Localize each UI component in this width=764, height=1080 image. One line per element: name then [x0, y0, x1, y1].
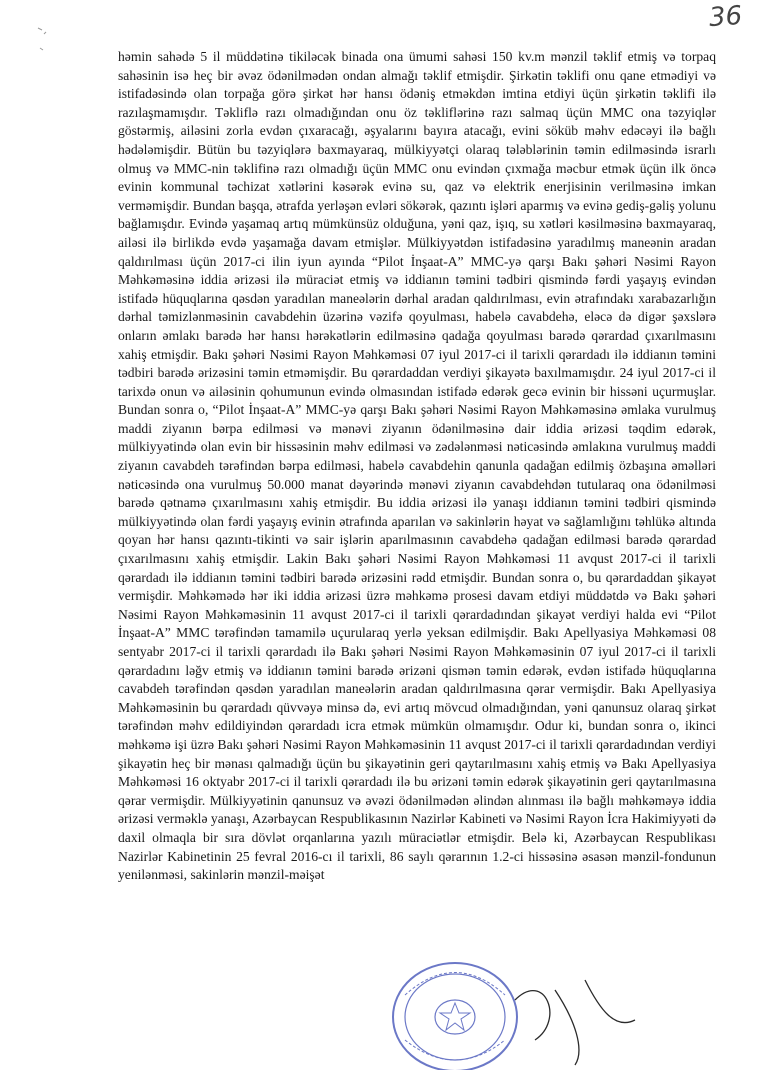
margin-marks — [34, 20, 54, 60]
body-paragraph: həmin sahədə 5 il müddətinə tikiləcək binada ona ümumi sahəsi 150 kv.m mənzil təklif etmiş və torpaq sahəsinin isə heç bir əvəz ödənilmədən ondan almağı təklif etmişdir. Şirkətin təklifi onu qane etmədiyi və istifadəsində olan torpağa görə şirkət hər hansı ödəniş etməkdən imtina etdiyi üçün şirkətin təklifi ilə razılaşmamışdır. Təkliflə razı olmadığından onu öz təkliflərinə razı salmaq üçün MMC ona təzyiqlər göstərmiş, ailəsini zorla evdən çıxaracağı, əşyalarını bayıra atacağı, evini söküb məhv edəcəyi ilə bağlı hədələmişdir. Bütün bu təzyiqlərə baxmayaraq, mülkiyyətçi olaraq tələblərinin təmin edilməsində israrlı olmuş və MMC-nin təklifinə razı olmadığı üçün MMC onu evindən çıxmağa məcbur etmək üçün ilk öncə evinin kommunal təchizat xətlərini kəsərək evinə su, qaz və elektrik enerjisinin verilməsinə imkan verməmişdir. Bundan başqa, ətrafda yerləşən evləri sökərək, qazıntı işləri aparmış və evinə gediş-gəliş yolunu bağlamışdır. Evində yaşamaq artıq mümkünsüz olduğuna, yəni qaz, işıq, su xətləri kəsilməsinə baxmayaraq, ailəsi ilə birlikdə evdə yaşamağa davam etmişlər. Mülkiyyətdən istifadəsinə yaradılmış maneənin aradan qaldırılması üçün 2017-ci ilin iyun ayında “Pilot İnşaat-A” MMC-yə qarşı Bakı şəhəri Nəsimi Rayon Məhkəməsinə iddia ərizəsi ilə müraciət etmiş və iddianın təmini tədbiri qismində fərdi yaşayış evindən istifadə hüquqlarına qəsdən yaradılan maneələrin dərhal aradan qaldırılması, evin ətrafındakı xarabazarlığın dərhal təmizlənməsinin cavabdehin üzərinə vəzifə qoyulması, habelə cavabdehə, eləcə də digər şəxslərə onların əmlakı barədə hər hansı hərəkətlərin edilməsinə qadağa qoyulması barədə qərardad çıxarılmasını xahiş etmişdir. Bakı şəhəri Nəsimi Rayon Məhkəməsi 07 iyul 2017-ci il tarixli qərardadı ilə iddianın təmini tədbiri barədə ərizəsini təmin etməmişdir. Bu qərardaddan verdiyi şikayətə baxılmamışdır. 24 iyul 2017-ci il tarixdə onun və ailəsinin qohumunun evində olmasından istifadə edərək gecə evinin bir hissəni uçurmuşlar. Bundan sonra o, “Pilot İnşaat-A” MMC-yə qarşı Bakı şəhəri Nəsimi Rayon Məhkəməsinə əmlaka vurulmuş maddi ziyanın bərpa edilməsi və mənəvi ziyanın ödənilməsinə dair iddia ərizəsi təqdim edərək, mülkiyyətində olan evin bir hissəsinin məhv edilməsi və zədələnməsi nəticəsində əmlakına vurulmuş maddi ziyanın cavabdeh tərəfindən bərpa edilməsi, habelə cavabdehin qanunla qadağan edilmiş özbaşına əməlləri nəticəsində ona vurulmuş 50.000 manat dəyərində mənəvi ziyanın cavabdehdən tutularaq ona ödənilməsi barədə qətnamə çıxarılmasını xahiş etmişdir. Bu iddia ərizəsi ilə yanaşı iddianın təmini tədbiri qismində mülkiyyətində olan fərdi yaşayış evinin ətrafında aparılan və sakinlərin həyat və sağlamlığını təhlükə altında qoyan hər hansı qazıntı-tikinti və sair işlərin aparılmasının cavabdehə qadağan edilməsi barədə qərardad çıxarılmasını xahiş etmişdir. Lakin Bakı şəhəri Nəsimi Rayon Məhkəməsi 11 avqust 2017-ci il tarixli qərardadı ilə iddianın təmini tədbiri barədə ərizəsini rədd etmişdir. Bundan sonra o, bu qərardaddan şikayət vermişdir. Məhkəmədə hər iki iddia ərizəsi üzrə məhkəmə prosesi davam etdiyi müddətdə və Bakı şəhəri Nəsimi Rayon Məhkəməsinin 11 avqust 2017-ci il tarixli qərardadından şikayət verdiyi halda evi “Pilot İnşaat-A” MMC tərəfindən tamamilə uçurularaq yerlə yeksan edilmişdir. Bakı Apellyasiya Məhkəməsi 08 sentyabr 2017-ci il tarixli qərardadı ilə Bakı şəhəri Nəsimi Rayon Məhkəməsinin 07 iyul 2017-ci il tarixli qərardadını ləğv etmiş və iddianın təmini barədə ərizəni qismən təmin edərək, evdən istifadə hüquqlarına cavabdeh tərəfindən qəsdən yaradılan maneələrin aradan qaldırılmasına qərar vermişdir. Bakı Apellyasiya Məhkəməsinin bu qərardadı qüvvəyə minsə də, evi artıq mövcud olmadığından, yəni qanunsuz olaraq şirkət tərəfindən məhv edildiyindən qərardadı icra etmək mümkün olmamışdır. Odur ki, bundan sonra o, ikinci məhkəmə işi üzrə Bakı şəhəri Nəsimi Rayon Məhkəməsinin 11 avqust 2017-ci il tarixli qərardadından verdiyi şikayətin heç bir mənası qalmadığı üçün bu şikayətinin geri qaytarılmasını xahiş etmiş və Bakı Apellyasiya Məhkəməsi 16 oktyabr 2017-ci il tarixli qərardadı ilə bu ərizəni təmin edərək şikayətinin geri qaytarılmasına qərar vermişdir. Mülkiyyətinin qanunsuz və əvəzi ödənilmədən əlindən alınması ilə bağlı məhkəməyə iddia ərizəsi verməklə yanaşı, Azərbaycan Respublikasının Nazirlər Kabineti və Nəsimi Rayon İcra Hakimiyyəti də daxil olmaqla bir sıra dövlət orqanlarına yazılı müraciətlər etmişdir. Belə ki, Azərbaycan Respublikası Nazirlər Kabinetinin 25 fevral 2016-cı il tarixli, 86 saylı qərarının 1.2-ci hissəsinə əsasən mənzil-fondunun yenilənməsi, sakinlərin mənzil-məişət — [118, 49, 716, 883]
document-body — [118, 48, 716, 885]
handwritten-signature — [505, 960, 645, 1070]
official-stamp — [380, 955, 530, 1070]
page-number: 36 — [707, 0, 744, 34]
